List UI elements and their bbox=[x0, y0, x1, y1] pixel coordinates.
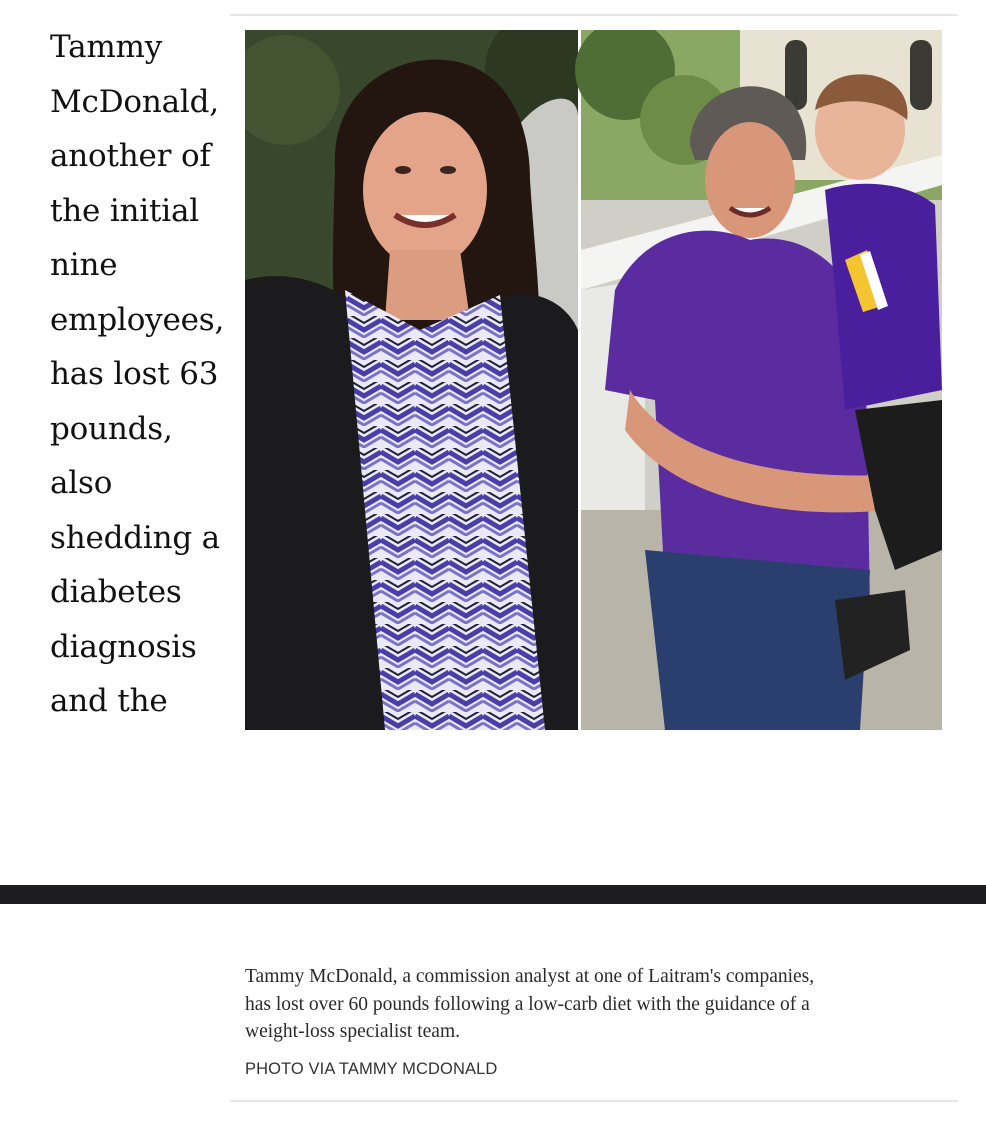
body-line: the initial bbox=[50, 192, 199, 229]
body-line: and the bbox=[50, 683, 168, 719]
body-line: has lost 63 bbox=[50, 356, 219, 392]
photo-caption bbox=[245, 963, 945, 1046]
body-line: also bbox=[50, 465, 113, 501]
caption-line: weight-loss specialist team. bbox=[245, 1021, 460, 1042]
photo-credit: PHOTO VIA TAMMY MCDONALD bbox=[245, 1060, 498, 1078]
top-divider bbox=[230, 14, 958, 16]
photo-illustration bbox=[245, 30, 942, 730]
bottom-divider bbox=[230, 1100, 958, 1102]
article-body-text bbox=[50, 20, 235, 729]
body-line: McDonald, bbox=[50, 83, 219, 120]
body-line: shedding a bbox=[50, 519, 220, 556]
left-photo bbox=[245, 30, 605, 730]
caption-line: Tammy McDonald, a commission analyst at one of Laitram's companies, bbox=[245, 966, 815, 987]
right-photo bbox=[575, 30, 942, 730]
body-line: Tammy bbox=[50, 29, 163, 65]
body-line: diabetes bbox=[50, 574, 182, 610]
body-line: employees, bbox=[50, 301, 225, 338]
body-line: another of bbox=[50, 138, 211, 174]
before-after-photo[interactable] bbox=[245, 30, 942, 730]
body-line: nine bbox=[50, 247, 118, 283]
section-bar bbox=[0, 885, 986, 904]
caption-line: has lost over 60 pounds following a low-carb diet with the guidance of a bbox=[245, 993, 810, 1015]
body-line: diagnosis bbox=[50, 628, 197, 665]
body-line: pounds, bbox=[50, 410, 173, 447]
